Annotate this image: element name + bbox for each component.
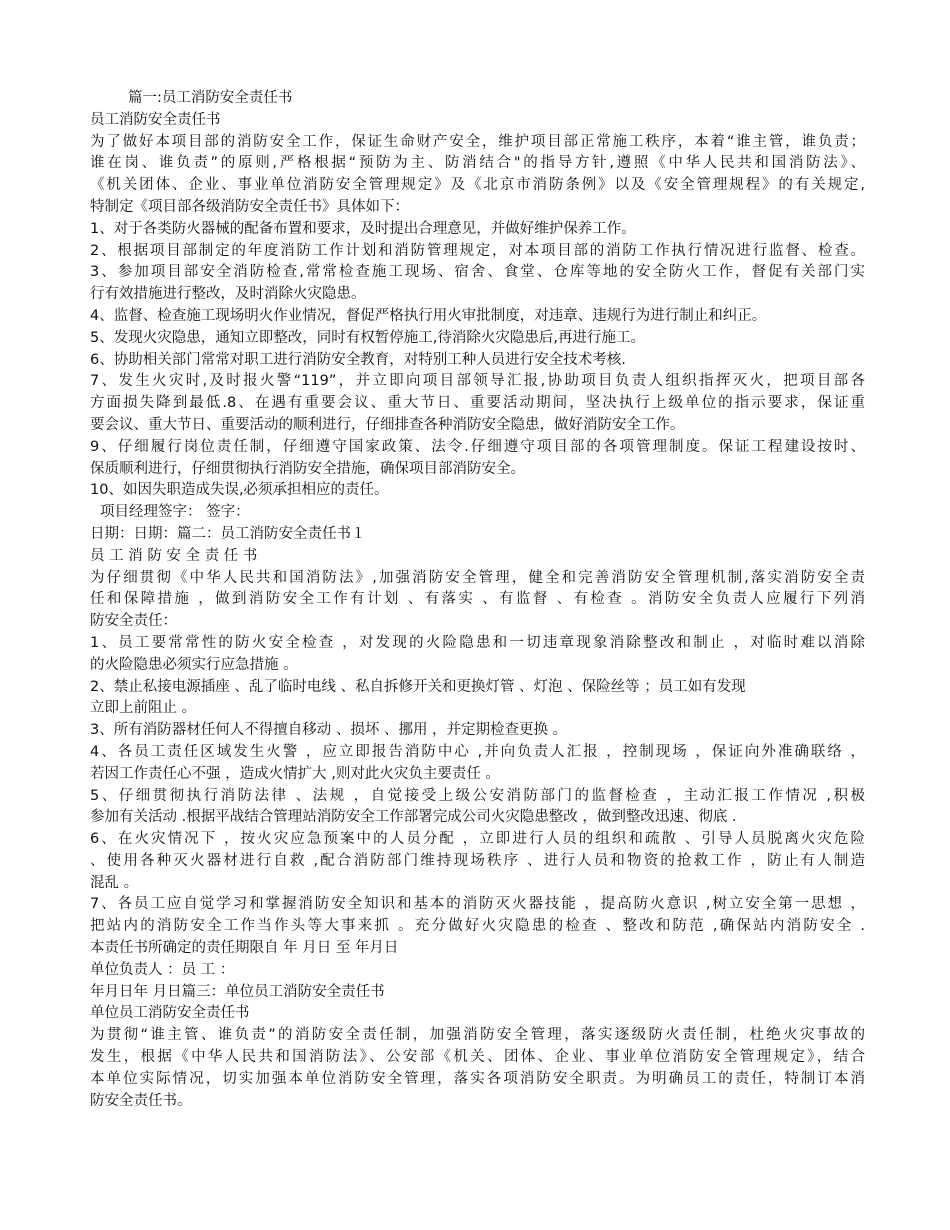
text-line: 本责任书所确定的责任期限自 年 月日 至 年月日 (90, 940, 399, 957)
text-line: 任和保障措施 ，做到消防安全工作有计划 、有落实 、有监督 、有检查 。消防安全负责人应履行下列消 (90, 591, 865, 608)
text-line: 方面损失降到最低.8、在遇有重要会议、重大节日、重要活动期间，坚决执行上级单位的指示要求，保证重 (90, 395, 865, 412)
text-line: 篇一:员工消防安全责任书 (128, 90, 293, 106)
text-line: 参加有关活动 .根据平战结合管理站消防安全工作部署完成公司火灾隐患整改 ，做到整改迅速、彻底 . (90, 809, 737, 826)
text-line: 1、员工要常常性的防火安全检查 ，对发现的火险隐患和一切违章现象消除整改和制止 ，对临时难以消除 (90, 634, 865, 651)
text-line: 年月日年 月日篇三：单位员工消防安全责任书 (90, 983, 385, 1000)
text-line: 谁在岗、谁负责”的原则,严格根据“预防为主、防消结合"的指导方针,遵照《中华人民共和国消防法》、 (90, 155, 865, 172)
text-line: 要会议、重大节日、重要活动的顺利进行，仔细排查各种消防安全隐患，做好消防安全工作。 (90, 416, 685, 433)
text-line: 6、在火灾情况下 ，按火灾应急预案中的人员分配 ，立即进行人员的组织和疏散 、引导人员脱离火灾危险 (90, 831, 865, 848)
document-body (90, 88, 865, 1112)
text-line: 日期：日期：篇二：员工消防安全责任书１ (90, 525, 366, 542)
text-line: 行有效措施进行整改，及时消除火灾隐患。 (90, 286, 366, 303)
text-line: 1、对于各类防火器械的配备布置和要求，及时提出合理意见，并做好维护保养工作。 (90, 220, 636, 237)
text-line: 2、根据项目部制定的年度消防工作计划和消防管理规定，对本项目部的消防工作执行情况进行监督、检查。 (90, 242, 865, 259)
text-line: 5、仔细贯彻执行消防法律 、法规 ，自觉接受上级公安消防部门的监督检查 ，主动汇报工作情况 ,积极 (90, 787, 865, 804)
text-line: 防安全责任书。 (90, 1092, 192, 1109)
text-line: 特制定《项目部各级消防安全责任书》具体如下： (90, 198, 409, 215)
text-line: 3、参加项目部安全消防检查,常常检查施工现场、宿舍、食堂、仓库等地的安全防火工作，督促有关部门实 (90, 264, 865, 281)
text-line: 若因工作责任心不强 ，造成火情扩大 ,则对此火灾负主要责任 。 (90, 765, 500, 782)
text-line: 《机关团体、企业、事业单位消防安全管理规定》及《北京市消防条例》以及《安全管理规程》的有关规定, (90, 177, 865, 194)
text-line: 7、各员工应自觉学习和掌握消防安全知识和基本的消防灭火器技能 ，提高防火意识 ,树立安全第一思想 ， (90, 896, 865, 913)
text-line: 为了做好本项目部的消防安全工作，保证生命财产安全，维护项目部正常施工秩序，本着“谁主管，谁负责； (90, 133, 865, 150)
text-line: 2、禁止私接电源插座 、乱了临时电线 、私自拆修开关和更换灯管 、灯泡 、保险丝等 ；员工如有发现 (90, 678, 746, 695)
text-line: 10、如因失职造成失误,必须承担相应的责任。 (90, 482, 389, 499)
text-line: 3、所有消防器材任何人不得擅自移动 、损坏 、挪用 ，并定期检查更换 。 (90, 722, 568, 739)
text-line: 为仔细贯彻《中华人民共和国消防法》,加强消防安全管理，健全和完善消防安全管理机制,落实消防安全责 (90, 569, 865, 586)
text-line: 9、仔细履行岗位责任制，仔细遵守国家政策、法令.仔细遵守项目部的各项管理制度。保证工程建设按时、 (90, 438, 865, 455)
text-line: 员工消防安全责任书 (90, 111, 221, 128)
text-line: 的火险隐患必须实行应急措施 。 (90, 656, 298, 673)
text-line: 单位负责人 ：员 工 ： (90, 961, 235, 978)
text-line: 4、监督、检查施工现场明火作业情况，督促严格执行用火审批制度，对违章、违规行为进行制止和纠正。 (90, 307, 767, 324)
text-line: 7、发生火灾时,及时报火警“119”，并立即向项目部领导汇报,协助项目负责人组织指挥灭火，把项目部各 (90, 373, 865, 390)
text-line: 5、发现火灾隐患，通知立即整改，同时有权暂停施工,待消除火灾隐患后,再进行施工。 (90, 329, 645, 346)
text-line: 单位员工消防安全责任书 (90, 1005, 250, 1022)
text-line: 为贯彻“谁主管、谁负责”的消防安全责任制，加强消防安全管理，落实逐级防火责任制，杜绝火灾事故的 (90, 1027, 865, 1044)
text-line: 本单位实际情况，切实加强本单位消防安全管理，落实各项消防安全职责。为明确员工的责任，特制订本消 (90, 1070, 865, 1087)
text-line: 发生，根据《中华人民共和国消防法》、公安部《机关、团体、企业、事业单位消防安全管理规定》，结合 (90, 1049, 865, 1066)
text-line: 、使用各种灭火器材进行自救 ,配合消防部门维持现场秩序 、进行人员和物资的抢救工作 ，防止有人制造 (90, 852, 865, 869)
text-line: 立即上前阻止 。 (90, 700, 197, 717)
text-line: 保质顺利进行，仔细贯彻执行消防安全措施，确保项目部消防安全。 (90, 460, 525, 477)
text-line: 项目经理签字： 签字： (100, 504, 250, 521)
text-line: 混乱 。 (90, 874, 139, 891)
text-line: 防安全责任： (90, 613, 177, 630)
text-line: 员 工 消 防 安 全 责 任 书 (90, 547, 258, 564)
text-line: 6、协助相关部门常常对职工进行消防安全教育，对特别工种人员进行安全技术考核. (90, 351, 626, 368)
text-line: 4、各员工责任区域发生火警 ，应立即报告消防中心 ,并向负责人汇报 ，控制现场 ，保证向外准确联络 ， (90, 743, 865, 760)
text-line: 把站内的消防安全工作当作头等大事来抓 。充分做好火灾隐患的检查 、整改和防范 ,确保站内消防安全 . (90, 918, 865, 935)
